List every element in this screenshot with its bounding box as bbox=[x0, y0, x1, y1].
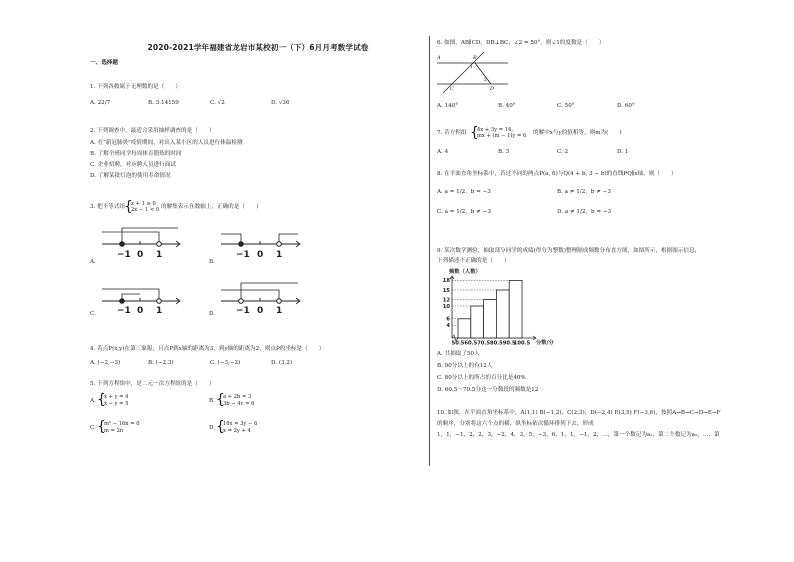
q9-option-d: D. 60.5～70.5分这一分数段的频数是12 bbox=[437, 387, 539, 393]
q7-option-b: B. 3 bbox=[498, 149, 510, 155]
tick-label: 1 bbox=[156, 306, 163, 316]
q6-label-c: C bbox=[450, 86, 454, 92]
q6-label-d: D bbox=[490, 86, 495, 92]
histogram-bar bbox=[471, 306, 484, 338]
tick-label: 1 bbox=[276, 306, 283, 316]
histogram-bar bbox=[496, 290, 509, 338]
q7-eq-1: 4x + 3y = 14, bbox=[477, 127, 513, 133]
histogram-y-tick-label: 18 bbox=[442, 278, 450, 285]
q1-option-d: D. √36 bbox=[271, 100, 290, 106]
q3-label-d: D. bbox=[209, 311, 216, 317]
q5-stem: 5. 下列方程组中，是二元一次方程组的是（ ） bbox=[90, 381, 215, 387]
q6-option-a: A. 140° bbox=[437, 103, 459, 109]
q8-option-b: B. a ≠ 1/2，b ≠ −3 bbox=[557, 189, 611, 195]
histogram-bar bbox=[509, 280, 522, 338]
q7-eq-2: mx + (m − 1)y = 6 bbox=[477, 133, 527, 139]
q10-line-2: 的顺序，分别将这六个点的横、纵坐标依次循环排列下去，形成 bbox=[437, 421, 594, 427]
q2-option-c: C. 企业招聘，对应聘人员进行面试 bbox=[90, 162, 176, 168]
tick-label: −1 bbox=[117, 306, 131, 316]
q3-label-b: B. bbox=[209, 259, 215, 265]
q1-option-b: B. 3.14159 bbox=[148, 100, 179, 106]
q5-a-eq-2: x − y = 5 bbox=[104, 401, 129, 407]
q5-c-eq-2: m = 2n bbox=[104, 428, 124, 434]
q2-stem: 2. 下列调查中，最适合采用抽样调查的是（ ） bbox=[90, 128, 215, 134]
tick-label: −1 bbox=[236, 306, 250, 316]
q7-brace: { bbox=[470, 125, 479, 141]
histogram-x-tick-label: 80.5 bbox=[489, 340, 503, 347]
q9-option-b: B. 90分以上的有12人 bbox=[437, 363, 493, 369]
q5-b-eq-1: a + 2b = 3 bbox=[223, 394, 252, 400]
q3-eq-1: x + 1 ≥ 0 bbox=[131, 201, 156, 207]
q9-option-a: A. 共抽取了50人 bbox=[437, 351, 480, 357]
histogram-x-tick-label: 60.5 bbox=[464, 340, 478, 347]
tick-label: −1 bbox=[117, 250, 131, 260]
q6-option-c: C. 50° bbox=[557, 103, 575, 109]
q4-stem: 4. 若点P(x,y)在第三象限，且点P到x轴的距离为3，到y轴的距离为2，则点P的坐标是（ ） bbox=[90, 346, 325, 352]
histogram-x-tick-label: 100.5 bbox=[513, 340, 531, 347]
histogram-bar bbox=[484, 300, 497, 338]
q5-label-c: C. bbox=[90, 425, 96, 431]
q6-label-b: B bbox=[473, 55, 477, 61]
tick-label: −1 bbox=[236, 250, 250, 260]
q2-option-d: D. 了解某批灯泡的使用寿命情况 bbox=[90, 173, 171, 179]
histogram-x-tick-label: 70.5 bbox=[477, 340, 491, 347]
q6-angle-2: 2 bbox=[484, 78, 487, 83]
q2-option-b: B. 了解全班同学每周体育锻炼的时间 bbox=[90, 151, 182, 157]
q5-a-eq-1: x + y = 4 bbox=[104, 394, 129, 400]
q4-option-a: A. (−2,−3) bbox=[90, 360, 121, 366]
histogram-y-label: 频数（人数） bbox=[449, 269, 481, 275]
q2-option-a: A. 在"新冠肺炎"疫情期间，对出入某小区的人员进行体温检测 bbox=[90, 140, 243, 146]
q7-option-c: C. 2 bbox=[557, 149, 569, 155]
q1-stem: 1. 下列各数属于无理数的是（ ） bbox=[90, 84, 182, 90]
q7-stem-start: 7. 若方程组 bbox=[437, 130, 467, 136]
exam-title: 2020-2021学年福建省龙岩市某校初一（下）6月月考数学试卷 bbox=[147, 43, 369, 52]
histogram-y-tick-label: 12 bbox=[442, 297, 450, 304]
q6-option-b: B. 40° bbox=[498, 103, 516, 109]
q4-option-d: D. (3,2) bbox=[271, 360, 293, 366]
q6-angle-1: 1 bbox=[470, 65, 473, 70]
histogram-y-tick-label: 6 bbox=[446, 316, 450, 323]
q5-brace-c: { bbox=[97, 419, 106, 435]
q10-line-3: 1，1，−1，2，2，3，−2，4，3，5，−3，6，1，1，−1，2，…，第一个数记为a₁，第二个数记为a₂，…，第 bbox=[437, 432, 720, 438]
q6-option-d: D. 60° bbox=[617, 103, 635, 109]
q3-eq-2: 2x − 1 < 0 bbox=[131, 207, 160, 213]
tick-label: 1 bbox=[156, 250, 163, 260]
q10-line-1: 10. 如图，在平面直角坐标系中，A(1,1) B(−1,2)，C(2,3)，D(−2,4) E(3,5) F(−3,6)，按照A→B→C→D→E→F bbox=[437, 410, 721, 416]
q5-brace-b: { bbox=[216, 392, 225, 408]
q5-d-eq-1: 16x = 3y − 6 bbox=[223, 421, 258, 427]
q1-option-c: C. √2 bbox=[210, 100, 225, 106]
q7-stem-end: 的解中x与y的值相等，则m为( ) bbox=[533, 130, 622, 136]
q5-c-eq-1: m² − 16n = 0 bbox=[104, 421, 140, 427]
q8-option-d: D. a ≠ 1/2，b = −3 bbox=[557, 209, 612, 215]
tick-label: 0 bbox=[137, 306, 144, 316]
histogram-x-tick-label: 50.5 bbox=[451, 340, 465, 347]
q3-brace: { bbox=[124, 199, 133, 215]
q8-stem: 8. 在平面直角坐标系中，若过不同的两点P(a, 6)与Q(4 + b, 3 − b)的直线PQ∥x轴，则（ ） bbox=[437, 171, 677, 177]
q5-brace-a: { bbox=[97, 392, 106, 408]
q5-label-a: A. bbox=[90, 398, 96, 404]
histogram-x-tick-label: 90.5 bbox=[502, 340, 516, 347]
q8-option-a: A. a = 1/2，b = −3 bbox=[437, 189, 491, 195]
q4-option-c: C. (−3,−2) bbox=[210, 360, 241, 366]
q7-option-d: D. 1 bbox=[617, 149, 629, 155]
q5-brace-d: { bbox=[216, 419, 225, 435]
tick-label: 0 bbox=[137, 250, 144, 260]
q6-label-a: A bbox=[437, 55, 441, 61]
histogram-y-tick-label: 4 bbox=[446, 323, 450, 329]
q5-b-eq-2: 3b − 4c = 6 bbox=[223, 401, 255, 407]
q9-stem-2: 下列描述不正确的是（ ） bbox=[437, 258, 510, 264]
q3-label-a: A. bbox=[90, 259, 96, 265]
q5-label-b: B. bbox=[209, 398, 215, 404]
tick-label: 1 bbox=[276, 250, 283, 260]
q5-label-d: D. bbox=[209, 425, 216, 431]
histogram-y-tick-label: 15 bbox=[442, 287, 450, 294]
q9-option-c: C. 80分以上的所占的百分比是40% bbox=[437, 375, 526, 381]
q7-option-a: A. 4 bbox=[437, 149, 449, 155]
tick-label: 0 bbox=[257, 250, 264, 260]
q5-d-eq-2: x = 2y + 4 bbox=[223, 428, 251, 434]
q1-option-a: A. 22/7 bbox=[90, 100, 111, 106]
q3-stem-end: 的解集表示在数轴上，正确的是（ ） bbox=[161, 204, 262, 210]
q6-stem: 6. 如图，AB∥CD，DB⊥BC，∠2 = 50°，则∠1的度数是（ ） bbox=[437, 40, 605, 46]
q3-label-c: C. bbox=[90, 311, 96, 317]
q4-option-b: B. (−2,3) bbox=[148, 360, 174, 366]
q8-option-c: C. a = 1/2，b ≠ −3 bbox=[437, 209, 491, 215]
histogram-x-label: 分数/分 bbox=[536, 340, 554, 346]
q9-stem-1: 9. 某次数学测验，抽取部分同学的成绩(得分为整数)整理制成频数分布直方图，如图所示，根据图示信息， bbox=[437, 248, 701, 254]
q3-stem-start: 3. 把不等式组 bbox=[90, 204, 126, 210]
histogram-bar bbox=[458, 319, 471, 338]
tick-label: 0 bbox=[257, 306, 264, 316]
histogram-y-tick-label: 10 bbox=[442, 303, 450, 310]
section-heading: 一、选择题 bbox=[90, 60, 118, 66]
